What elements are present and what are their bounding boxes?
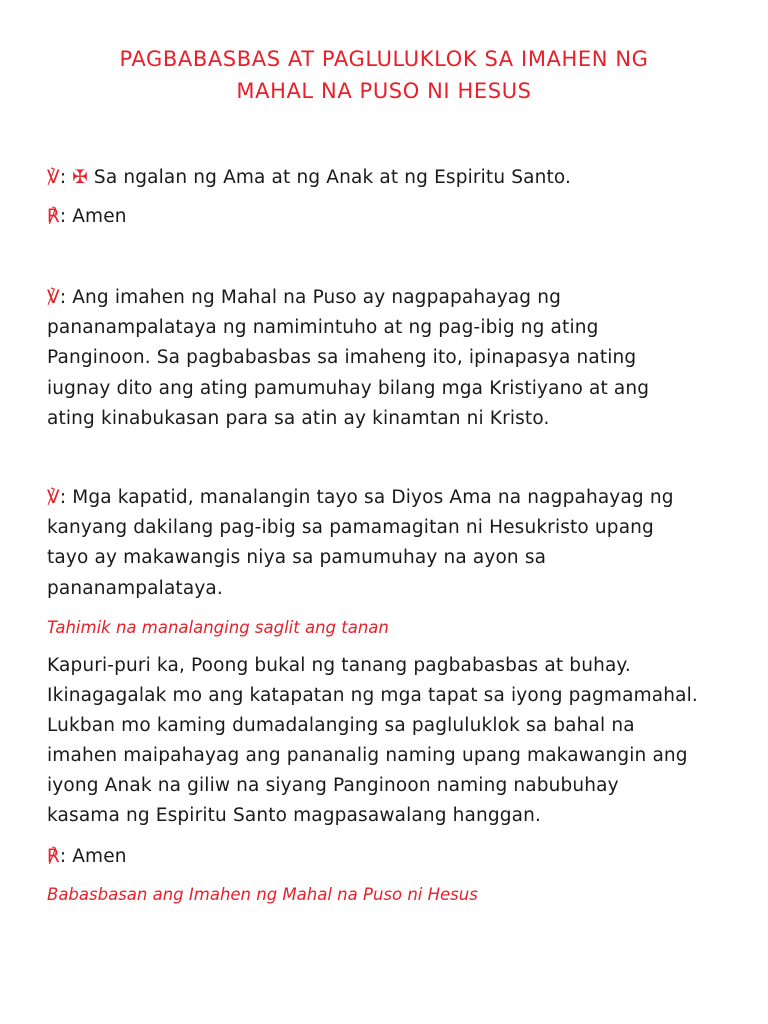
- response-2: [47, 842, 127, 872]
- versicle-symbol: ℣: [47, 167, 60, 188]
- paragraph-line: ating kinabukasan para sa atin ay kinamtan ni Kristo.: [47, 408, 550, 429]
- versicle-2-line-1: [47, 283, 561, 313]
- rubric-instruction-1: Tahimik na manalanging saglit ang tanan: [47, 618, 389, 637]
- prayer-line: iyong Anak na giliw na siyang Panginoon naming nabubuhay: [47, 775, 619, 796]
- paragraph-line: : Mga kapatid, manalangin tayo sa Diyos Ama na nagpahayag ng: [59, 487, 674, 508]
- response-1: [47, 202, 127, 232]
- versicle-3-line-1: [47, 483, 674, 513]
- response-1-text: : Amen: [59, 206, 127, 227]
- paragraph-line: Panginoon. Sa pagbabasbas sa imaheng ito, ipinapasya nating: [47, 347, 637, 368]
- paragraph-line: tayo ay makawangis niya sa pamumuhay na ayon sa: [47, 547, 547, 568]
- versicle-symbol: ℣: [47, 487, 60, 508]
- document-title-line-1: PAGBABASBAS AT PAGLULUKLOK SA IMAHEN NG: [119, 47, 649, 71]
- paragraph-line: : Ang imahen ng Mahal na Puso ay nagpapahayag ng: [59, 287, 561, 308]
- versicle-1: [47, 163, 571, 193]
- cross-icon: ✠: [72, 167, 88, 188]
- paragraph-line: kanyang dakilang pag-ibig sa pamamagitan ni Hesukristo upang: [47, 517, 654, 538]
- paragraph-line: pananampalataya.: [47, 578, 223, 599]
- response-2-text: : Amen: [59, 846, 127, 867]
- response-symbol: ℟: [47, 846, 60, 867]
- prayer-line: imahen maipahayag ang pananalig naming upang makawangin ang: [47, 745, 688, 766]
- response-symbol: ℟: [47, 206, 60, 227]
- prayer-line: Kapuri-puri ka, Poong bukal ng tanang pagbabasbas at buhay.: [47, 655, 631, 676]
- prayer-line: Ikinagagalak mo ang katapatan ng mga tapat sa iyong pagmamahal.: [47, 685, 698, 706]
- paragraph-line: pananampalataya ng namimintuho at ng pag-ibig ng ating: [47, 317, 599, 338]
- prayer-line: Lukban mo kaming dumadalanging sa pagluluklok sa bahal na: [47, 715, 635, 736]
- versicle-1-text: Sa ngalan ng Ama at ng Anak at ng Espiritu Santo.: [87, 167, 572, 188]
- prayer-line: kasama ng Espiritu Santo magpasawalang hanggan.: [47, 805, 542, 826]
- document-title-line-2: MAHAL NA PUSO NI HESUS: [236, 79, 532, 103]
- paragraph-line: iugnay dito ang ating pamumuhay bilang mga Kristiyano at ang: [47, 378, 650, 399]
- rubric-instruction-2: Babasbasan ang Imahen ng Mahal na Puso ni Hesus: [47, 885, 478, 904]
- versicle-colon: :: [59, 167, 67, 188]
- versicle-symbol: ℣: [47, 287, 60, 308]
